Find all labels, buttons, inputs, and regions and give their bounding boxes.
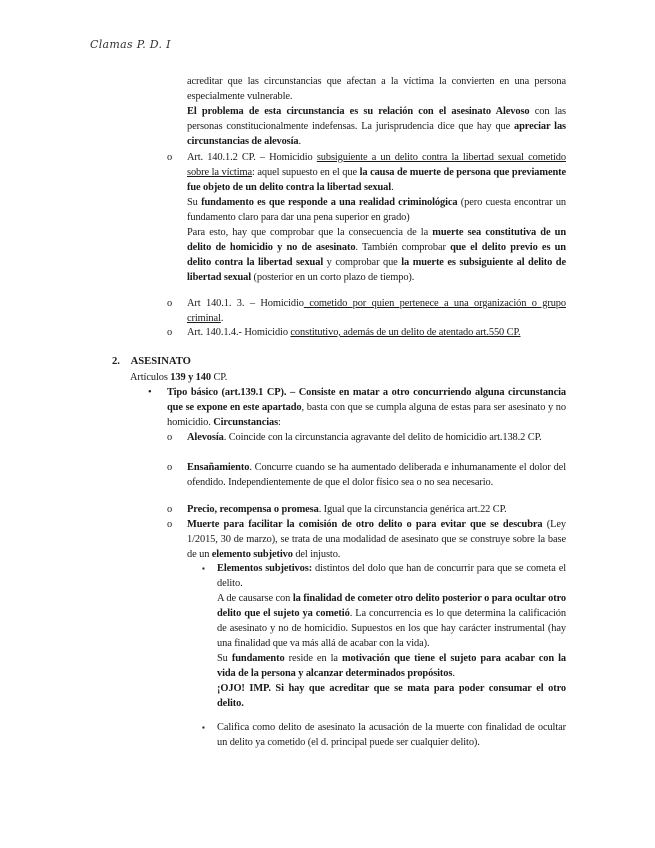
item3-paragraph: Art. 140.1.4.- Homicidio constitutivo, además de un delito de atentado art.550 CP. [187, 327, 521, 338]
circ2-block: Ensañamiento. Concurre cuando se ha aumentado deliberada e inhumanamente el dolor del ofendido. Independientemente de que el dolor físico sea o no sea necesario. [187, 462, 566, 488]
intro-block [187, 74, 566, 149]
item1-marker: o [167, 152, 173, 163]
item2-block [187, 296, 566, 326]
circ3-block: Precio, recompensa o promesa. Igual que la circunstancia genérica art.22 CP. [187, 504, 507, 515]
item3-marker: o [167, 327, 173, 338]
item1-block [187, 150, 566, 285]
item1-paragraph: Art. 140.1.2 CP. – Homicidio subsiguiente a un delito contra la libertad sexual cometido sobre la víctima: aquel supuesto en el que la causa de muerte de persona que previamente fue objeto de un delito contra la libertad sexual. [187, 152, 567, 193]
circ1-block: Alevosía. Coincide con la circunstancia agravante del delito de homicidio art.138.2 CP. [187, 432, 542, 443]
tipo-block [167, 385, 566, 430]
tipo-marker: • [148, 387, 152, 398]
item2-marker: o [167, 298, 173, 309]
item2-paragraph: Art 140.1. 3. – Homicidio cometido por quien pertenece a una organización o grupo criminal. [187, 298, 566, 324]
item1-comprobar: Para esto, hay que comprobar que la consecuencia de la muerte sea constitutiva de un delito de homicidio y no de asesinato. También comprobar que el delito previo es un delito contra la libertad sexual y comprobar que la muerte es subsiguiente al delito de libertad sexual (posterior en un corto plazo de tiempo). [187, 227, 567, 283]
sub2-marker: ▪ [202, 723, 205, 732]
section-title: ASESINATO [130, 356, 191, 367]
sub1-marker: ▪ [202, 564, 205, 573]
item1-fundamento: Su fundamento es que responde a una realidad criminológica (pero cuesta encontrar un fundamento claro para dar una pena superior en grado) [187, 197, 567, 223]
sub1-block: Elementos subjetivos: distintos del dolo que han de concurrir para que se cometa el delito. A de causarse con la finalidad de cometer otro delito posterior o para ocultar otro delito que el sujeto ya cometió. La concurrencia es lo que determina la calificación de asesinato y no de homicidio. Supuestos en los que hay carácter instrumental (hay una finalidad que va más allá de acabar con la vida). Su fundamento reside en la motivación que tiene el sujeto para acabar con la vida de la persona y alcanzar determinados propósitos. ¡OJO! IMP. Si hay que acreditar que se mata para poder consumar el otro delito. [217, 563, 566, 709]
tipo-paragraph: Tipo básico (art.139.1 CP). – Consiste en matar a otro concurriendo alguna circunstancia que se expone en este apartado, basta con que se cumpla alguna de estas para ser asesinato y no homicidio. Circunstancias: [167, 387, 566, 428]
alevoso-paragraph: El problema de esta circunstancia es su relación con el asesinato Alevoso con las personas constitucionalmente indefensas. La jurisprudencia dice que hay que apreciar las circunstancias de alevosía. [187, 106, 567, 147]
sub2-block: Califica como delito de asesinato la acusación de la muerte con finalidad de ocultar un delito ya cometido (el d. principal puede ser cualquier delito). [217, 722, 566, 748]
page-header: Clamas P. D. I [90, 38, 171, 51]
muerte-marker: o [167, 519, 173, 530]
intro-line: acreditar que las circunstancias que afectan a la víctima la convierten en una persona especialmente vulnerable. [187, 76, 566, 102]
item3-block [187, 325, 566, 340]
circ3-marker: o [167, 504, 173, 515]
section-heading [112, 356, 191, 367]
circ1-marker: o [167, 432, 173, 443]
circ2-marker: o [167, 462, 173, 473]
muerte-block: Muerte para facilitar la comisión de otro delito o para evitar que se descubra (Ley 1/2015, 30 de marzo), se trata de una modalidad de asesinato que se construye sobre la base de un elemento subjetivo del injusto. [187, 519, 567, 560]
section-number: 2. [112, 356, 120, 367]
articles-line: Artículos 139 y 140 CP. [130, 372, 228, 383]
